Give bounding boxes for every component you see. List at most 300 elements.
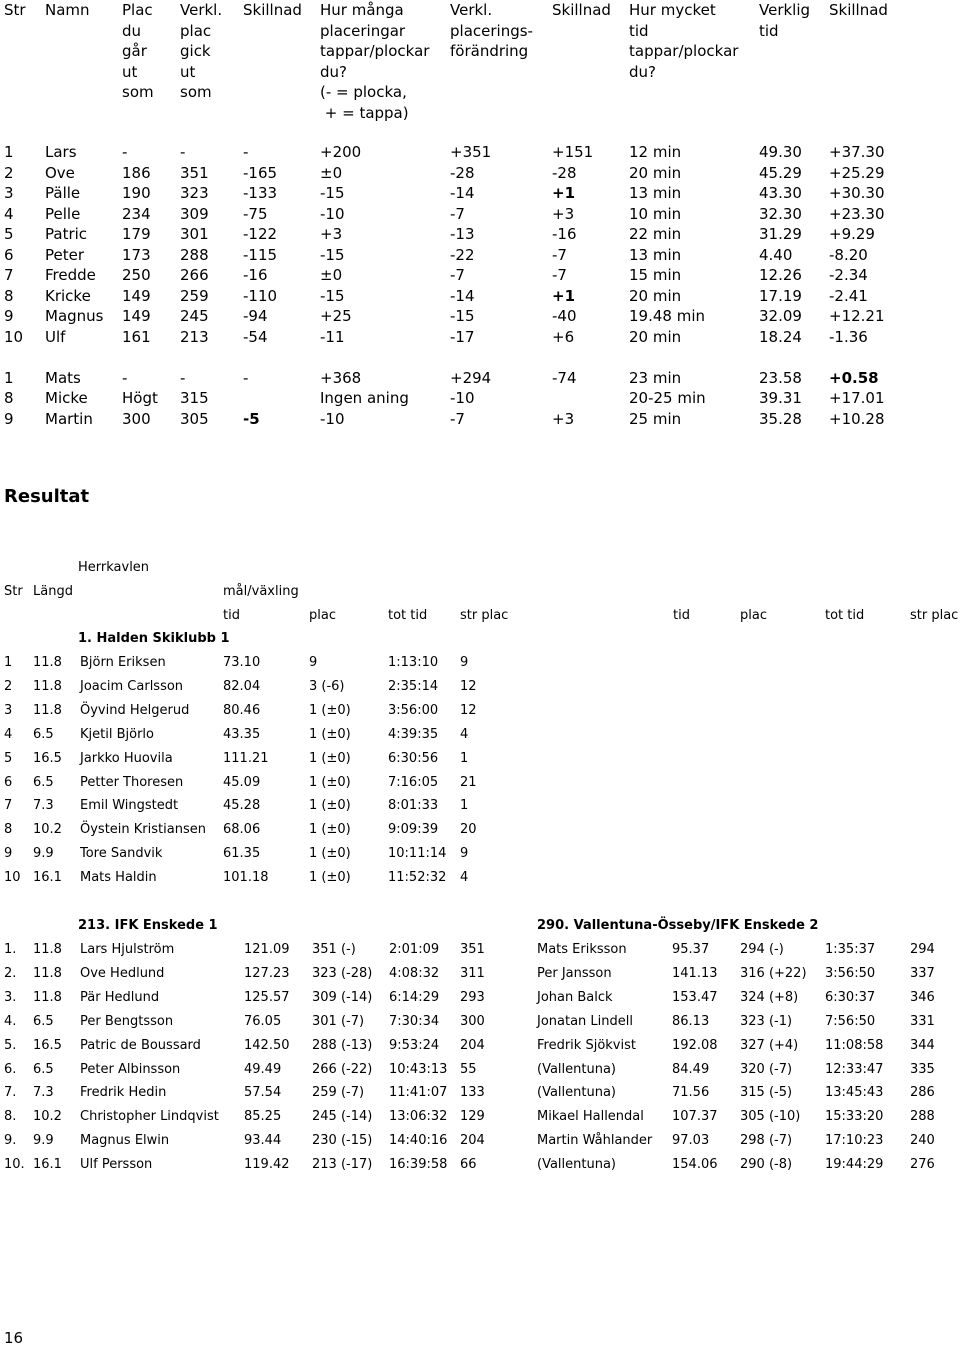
prediction-cell: -13 xyxy=(450,225,475,243)
team-1-cell: 16.5 xyxy=(33,750,62,766)
team-1-cell: 1 xyxy=(460,750,469,766)
prediction-cell: 250 xyxy=(122,266,151,284)
team-213-cell: Christopher Lindqvist xyxy=(80,1109,219,1125)
prediction-cell: ±0 xyxy=(320,266,343,284)
prediction-cell: Martin xyxy=(45,410,93,428)
prediction-cell: Ingen aning xyxy=(320,389,409,407)
prediction-header-cell: Skillnad xyxy=(243,1,302,19)
column-header-length: Längd xyxy=(33,584,73,599)
team-1-cell: 4 xyxy=(4,726,13,742)
team-1-cell: 11:52:32 xyxy=(388,870,447,886)
prediction-header-cell: går xyxy=(122,42,147,60)
prediction-cell: +1 xyxy=(552,184,576,202)
prediction-cell: 4 xyxy=(4,205,14,223)
prediction-cell: 18.24 xyxy=(759,328,802,346)
prediction-header-cell: (- = plocka, xyxy=(320,83,407,101)
prediction-cell: 1 xyxy=(4,369,14,387)
team-1-cell: Öyvind Helgerud xyxy=(80,702,190,718)
prediction-cell: -40 xyxy=(552,307,577,325)
prediction-header-cell: förändring xyxy=(450,42,529,60)
team-213-cell: 288 (-13) xyxy=(312,1037,373,1053)
team-213-cell: 10.2 xyxy=(33,1109,62,1125)
team-213-cell: 133 xyxy=(460,1085,485,1101)
team-290-cell: 7:56:50 xyxy=(825,1013,876,1029)
prediction-header-cell: Skillnad xyxy=(552,1,611,19)
team-1-cell: Mats Haldin xyxy=(80,870,157,886)
prediction-cell: +200 xyxy=(320,143,362,161)
prediction-cell: 45.29 xyxy=(759,164,802,182)
team-1-cell: 12 xyxy=(460,702,477,718)
prediction-cell: - xyxy=(243,369,249,387)
result-subheader: tid xyxy=(673,608,690,623)
prediction-cell: 39.31 xyxy=(759,389,802,407)
team-1-cell: 7 xyxy=(4,798,13,814)
team-1-cell: 7:16:05 xyxy=(388,774,439,790)
team-290-cell: 192.08 xyxy=(672,1037,718,1053)
team-1-cell: 3 (-6) xyxy=(309,678,345,694)
team-1-cell: 73.10 xyxy=(223,655,261,670)
prediction-cell: -14 xyxy=(450,184,475,202)
prediction-cell: -22 xyxy=(450,246,475,264)
prediction-cell: +3 xyxy=(552,410,575,428)
result-subheader: plac xyxy=(740,608,767,623)
team-1-cell: 1 (±0) xyxy=(309,870,351,886)
prediction-cell: -16 xyxy=(243,266,268,284)
team-213-cell: 13:06:32 xyxy=(389,1109,448,1125)
result-subheader: plac xyxy=(309,608,336,623)
team-1-cell: 9 xyxy=(460,846,469,862)
team-213-cell: Peter Albinsson xyxy=(80,1061,181,1077)
team-1-cell: Joacim Carlsson xyxy=(80,678,184,694)
prediction-cell: Ove xyxy=(45,164,75,182)
team-290-cell: 320 (-7) xyxy=(740,1061,793,1077)
team-290-cell: 305 (-10) xyxy=(740,1109,801,1125)
prediction-cell: ±0 xyxy=(320,164,343,182)
team-290-cell: 15:33:20 xyxy=(825,1109,884,1125)
team-213-cell: 57.54 xyxy=(244,1085,282,1101)
prediction-cell: -15 xyxy=(320,246,345,264)
prediction-cell: 3 xyxy=(4,184,14,202)
prediction-header-cell: + = tappa) xyxy=(320,103,409,122)
prediction-cell: - xyxy=(180,143,186,161)
team-213-cell: 8. xyxy=(4,1109,17,1125)
team-213-cell: 16:39:58 xyxy=(389,1157,448,1173)
team-1-cell: 101.18 xyxy=(223,870,269,886)
prediction-cell: 300 xyxy=(122,410,151,428)
team-213-cell: Ulf Persson xyxy=(80,1157,153,1173)
team-1-cell: 2:35:14 xyxy=(388,678,439,694)
team-213-cell: 309 (-14) xyxy=(312,989,373,1005)
team-1-cell: 1 xyxy=(460,798,469,814)
team-1-cell: 45.09 xyxy=(223,774,261,790)
team-290-cell: Per Jansson xyxy=(537,965,612,981)
prediction-cell: 22 min xyxy=(629,225,682,243)
prediction-cell: -16 xyxy=(552,225,577,243)
prediction-header-cell: tid xyxy=(629,21,649,40)
team-290-cell: 337 xyxy=(910,965,935,981)
team-213-cell: 230 (-15) xyxy=(312,1133,373,1149)
team-1-cell: 9.9 xyxy=(33,846,54,862)
team-290-cell: Mikael Hallendal xyxy=(537,1109,644,1125)
team-1-cell: 82.04 xyxy=(223,678,261,694)
prediction-cell: 13 min xyxy=(629,246,682,264)
prediction-cell: +351 xyxy=(450,143,492,161)
team-1-cell: 6.5 xyxy=(33,774,54,790)
team-213-cell: Ove Hedlund xyxy=(80,965,165,981)
prediction-header-cell: tappar/plockar xyxy=(629,42,739,60)
team-1-cell: 11.8 xyxy=(33,702,62,718)
prediction-cell: -15 xyxy=(320,184,345,202)
result-subheader: str plac xyxy=(910,608,959,623)
prediction-cell: -75 xyxy=(243,205,268,223)
team-1-cell: 6.5 xyxy=(33,726,54,742)
prediction-cell: 20 min xyxy=(629,328,682,346)
team-1-cell: Björn Eriksen xyxy=(80,655,166,670)
prediction-cell: 186 xyxy=(122,164,151,182)
team-290-cell: 153.47 xyxy=(672,989,718,1005)
team-213-cell: 351 xyxy=(460,942,485,957)
prediction-cell: -122 xyxy=(243,225,278,243)
prediction-cell: -10 xyxy=(320,205,345,223)
prediction-cell: - xyxy=(243,143,249,161)
prediction-header-cell: Namn xyxy=(45,1,90,19)
team-1-cell: 1:13:10 xyxy=(388,655,439,670)
prediction-cell: 149 xyxy=(122,307,151,325)
team-290-cell: 11:08:58 xyxy=(825,1037,884,1053)
team-213-cell: 55 xyxy=(460,1061,477,1077)
prediction-cell: - xyxy=(122,369,128,387)
prediction-header-cell: ut xyxy=(122,62,138,81)
team-213-cell: 204 xyxy=(460,1133,485,1149)
team-290-cell: 12:33:47 xyxy=(825,1061,884,1077)
team-290-cell: 276 xyxy=(910,1157,935,1173)
team-1-cell: 1 xyxy=(4,655,13,670)
prediction-cell: -165 xyxy=(243,164,278,182)
prediction-cell: 315 xyxy=(180,389,209,407)
prediction-cell: +30.30 xyxy=(829,184,885,202)
team-213-cell: 266 (-22) xyxy=(312,1061,373,1077)
prediction-cell: 2 xyxy=(4,164,14,182)
team-290-cell: (Vallentuna) xyxy=(537,1085,616,1101)
prediction-header-cell: placerings- xyxy=(450,21,533,40)
prediction-cell: -5 xyxy=(243,410,260,428)
team-213-cell: 11.8 xyxy=(33,965,62,981)
team-290-cell: Fredrik Sjökvist xyxy=(537,1037,636,1053)
team-213-cell: 7. xyxy=(4,1085,17,1101)
prediction-cell: 23.58 xyxy=(759,369,802,387)
team-213-title: 213. IFK Enskede 1 xyxy=(78,918,218,933)
team-213-cell: 2:01:09 xyxy=(389,942,440,957)
team-1-cell: 9 xyxy=(4,846,13,862)
team-290-cell: 6:30:37 xyxy=(825,989,876,1005)
prediction-cell: 245 xyxy=(180,307,209,325)
prediction-header-cell: gick xyxy=(180,42,211,60)
team-213-cell: Per Bengtsson xyxy=(80,1013,174,1029)
team-1-cell: 6 xyxy=(4,774,13,790)
prediction-cell: +1 xyxy=(552,287,576,305)
prediction-cell: 32.09 xyxy=(759,307,802,325)
team-1-cell: 1 (±0) xyxy=(309,750,351,766)
team-1-cell: 4 xyxy=(460,870,469,886)
prediction-header-cell: tappar/plockar xyxy=(320,42,430,60)
team-213-cell: 66 xyxy=(460,1157,477,1173)
team-1-cell: Tore Sandvik xyxy=(80,846,163,862)
prediction-cell: 12 min xyxy=(629,143,682,161)
prediction-header-cell: placeringar xyxy=(320,21,406,40)
prediction-cell: -94 xyxy=(243,307,268,325)
prediction-cell: 10 xyxy=(4,328,24,346)
team-213-cell: 129 xyxy=(460,1109,485,1125)
prediction-cell: 7 xyxy=(4,266,14,284)
team-213-cell: 311 xyxy=(460,965,485,981)
prediction-cell: 15 min xyxy=(629,266,682,284)
prediction-cell: 301 xyxy=(180,225,209,243)
team-213-cell: 127.23 xyxy=(244,965,290,981)
prediction-cell: - xyxy=(180,369,186,387)
team-290-cell: 288 xyxy=(910,1109,935,1125)
prediction-cell: +37.30 xyxy=(829,143,885,161)
prediction-cell: 9 xyxy=(4,307,14,325)
prediction-header-cell: Hur mycket xyxy=(629,1,716,19)
team-290-cell: 335 xyxy=(910,1061,935,1077)
team-213-cell: 293 xyxy=(460,989,485,1005)
prediction-cell: 49.30 xyxy=(759,143,802,161)
prediction-cell: +10.28 xyxy=(829,410,885,428)
team-290-cell: 331 xyxy=(910,1013,935,1029)
team-1-cell: 4 xyxy=(460,726,469,742)
prediction-cell: -7 xyxy=(450,266,465,284)
prediction-cell: 309 xyxy=(180,205,209,223)
prediction-cell: 6 xyxy=(4,246,14,264)
prediction-cell: 23 min xyxy=(629,369,682,387)
prediction-cell: +25 xyxy=(320,307,352,325)
prediction-cell: Peter xyxy=(45,246,85,264)
prediction-cell: +0.58 xyxy=(829,369,879,387)
team-1-cell: 8 xyxy=(4,822,13,838)
prediction-header-cell: du xyxy=(122,21,142,40)
team-213-cell: 6:14:29 xyxy=(389,989,440,1005)
prediction-cell: +151 xyxy=(552,143,594,161)
team-290-cell: 13:45:43 xyxy=(825,1085,884,1101)
prediction-cell: 17.19 xyxy=(759,287,802,305)
team-290-cell: 95.37 xyxy=(672,942,710,957)
team-290-cell: 141.13 xyxy=(672,965,718,981)
team-1-cell: Emil Wingstedt xyxy=(80,798,179,814)
prediction-cell: -1.36 xyxy=(829,328,868,346)
prediction-header-cell: tid xyxy=(759,21,779,40)
prediction-cell: -133 xyxy=(243,184,278,202)
prediction-header-cell: som xyxy=(180,83,212,101)
team-1-cell: 1 (±0) xyxy=(309,726,351,742)
team-213-cell: 1. xyxy=(4,942,17,957)
prediction-cell: 32.30 xyxy=(759,205,802,223)
team-1-cell: 9 xyxy=(460,655,469,670)
team-213-cell: 204 xyxy=(460,1037,485,1053)
prediction-cell: 8 xyxy=(4,287,14,305)
team-213-cell: 2. xyxy=(4,965,17,981)
prediction-cell: Ulf xyxy=(45,328,66,346)
team-213-cell: 6. xyxy=(4,1061,17,1077)
team-213-cell: 121.09 xyxy=(244,942,290,957)
team-290-cell: 324 (+8) xyxy=(740,989,799,1005)
team-290-cell: (Vallentuna) xyxy=(537,1061,616,1077)
team-1-cell: 1 (±0) xyxy=(309,774,351,790)
prediction-cell: 25 min xyxy=(629,410,682,428)
prediction-cell: - xyxy=(122,143,128,161)
team-290-cell: 346 xyxy=(910,989,935,1005)
column-header-exchange: mål/växling xyxy=(223,584,299,599)
prediction-cell: 20 min xyxy=(629,164,682,182)
page-number: 16 xyxy=(4,1329,24,1347)
prediction-cell: -8.20 xyxy=(829,246,868,264)
team-290-cell: 323 (-1) xyxy=(740,1013,793,1029)
prediction-cell: Högt xyxy=(122,389,158,407)
team-1-cell: 11.8 xyxy=(33,678,62,694)
team-1-cell: Kjetil Björlo xyxy=(80,726,154,742)
team-213-cell: 9:53:24 xyxy=(389,1037,440,1053)
prediction-cell: -2.34 xyxy=(829,266,868,284)
team-213-cell: Pär Hedlund xyxy=(80,989,160,1005)
team-290-cell: 17:10:23 xyxy=(825,1133,884,1149)
team-290-cell: 84.49 xyxy=(672,1061,710,1077)
team-1-cell: 2 xyxy=(4,678,13,694)
team-213-cell: 301 (-7) xyxy=(312,1013,365,1029)
results-heading: Resultat xyxy=(4,486,90,507)
team-213-cell: 300 xyxy=(460,1013,485,1029)
prediction-cell: -110 xyxy=(243,287,278,305)
prediction-cell: -28 xyxy=(450,164,475,182)
prediction-cell: Micke xyxy=(45,389,88,407)
prediction-cell: 4.40 xyxy=(759,246,793,264)
prediction-cell: 179 xyxy=(122,225,151,243)
prediction-cell: 8 xyxy=(4,389,14,407)
prediction-cell: -10 xyxy=(320,410,345,428)
team-213-cell: Magnus Elwin xyxy=(80,1133,170,1149)
column-header-str: Str xyxy=(4,584,23,599)
team-1-cell: 3:56:00 xyxy=(388,702,439,718)
team-1-cell: 45.28 xyxy=(223,798,261,814)
prediction-header-cell: Skillnad xyxy=(829,1,888,19)
team-290-title: 290. Vallentuna-Össeby/IFK Enskede 2 xyxy=(537,918,819,933)
team-213-cell: Lars Hjulström xyxy=(80,942,175,957)
team-1-cell: 10.2 xyxy=(33,822,62,838)
prediction-cell: -10 xyxy=(450,389,475,407)
team-213-cell: 16.5 xyxy=(33,1037,62,1053)
prediction-cell: 1 xyxy=(4,143,14,161)
team-213-cell: 9.9 xyxy=(33,1133,54,1149)
prediction-cell: -7 xyxy=(552,246,567,264)
team-213-cell: 4. xyxy=(4,1013,17,1029)
prediction-cell: 20-25 min xyxy=(629,389,706,407)
prediction-cell: +368 xyxy=(320,369,362,387)
prediction-cell: 35.28 xyxy=(759,410,802,428)
team-213-cell: 213 (-17) xyxy=(312,1157,373,1173)
relay-category-label: Herrkavlen xyxy=(78,560,150,575)
prediction-header-cell: Plac xyxy=(122,1,153,19)
prediction-cell: +3 xyxy=(320,225,343,243)
prediction-cell: 161 xyxy=(122,328,151,346)
prediction-cell: +9.29 xyxy=(829,225,875,243)
team-290-cell: 315 (-5) xyxy=(740,1085,793,1101)
team-213-cell: 16.1 xyxy=(33,1157,62,1173)
prediction-cell: 5 xyxy=(4,225,14,243)
prediction-cell: -7 xyxy=(450,410,465,428)
team-1-cell: 9:09:39 xyxy=(388,822,439,838)
team-1-cell: 7.3 xyxy=(33,798,54,814)
team-213-cell: 351 (-) xyxy=(312,942,356,957)
team-213-cell: 4:08:32 xyxy=(389,965,440,981)
team-213-cell: 119.42 xyxy=(244,1157,290,1173)
team-290-cell: 294 (-) xyxy=(740,942,784,957)
prediction-cell: 12.26 xyxy=(759,266,802,284)
result-subheader: tid xyxy=(223,608,240,623)
team-213-cell: Patric de Boussard xyxy=(80,1037,201,1053)
prediction-cell: 13 min xyxy=(629,184,682,202)
team-1-cell: Jarkko Huovila xyxy=(80,750,173,766)
team-1-cell: 20 xyxy=(460,822,477,838)
prediction-cell: -11 xyxy=(320,328,345,346)
prediction-cell: 9 xyxy=(4,410,14,428)
team-290-cell: 107.37 xyxy=(672,1109,718,1125)
team-290-cell: 290 (-8) xyxy=(740,1157,793,1173)
team-1-cell: 1 (±0) xyxy=(309,798,351,814)
team-1-cell: 1 (±0) xyxy=(309,702,351,718)
prediction-cell: Lars xyxy=(45,143,77,161)
team-290-cell: Johan Balck xyxy=(537,989,613,1005)
prediction-cell: 20 min xyxy=(629,287,682,305)
team-1-cell: 5 xyxy=(4,750,13,766)
prediction-cell: +3 xyxy=(552,205,575,223)
prediction-header-cell: Verkl. xyxy=(450,1,493,19)
prediction-header-cell: du? xyxy=(629,62,656,81)
prediction-header-cell: plac xyxy=(180,21,212,40)
team-213-cell: Fredrik Hedin xyxy=(80,1085,167,1101)
team-290-cell: 154.06 xyxy=(672,1157,718,1173)
team-213-cell: 14:40:16 xyxy=(389,1133,448,1149)
team-1-cell: 10 xyxy=(4,870,21,886)
prediction-cell: -17 xyxy=(450,328,475,346)
team-213-cell: 323 (-28) xyxy=(312,965,373,981)
prediction-cell: 19.48 min xyxy=(629,307,705,325)
prediction-cell: -2.41 xyxy=(829,287,868,305)
team-213-cell: 11.8 xyxy=(33,942,62,957)
prediction-cell: -54 xyxy=(243,328,268,346)
prediction-cell: +12.21 xyxy=(829,307,885,325)
team-213-cell: 245 (-14) xyxy=(312,1109,373,1125)
team-290-cell: 240 xyxy=(910,1133,935,1149)
team-1-cell: 68.06 xyxy=(223,822,261,838)
team-290-cell: 86.13 xyxy=(672,1013,710,1029)
team-213-cell: 3. xyxy=(4,989,17,1005)
prediction-cell: 149 xyxy=(122,287,151,305)
team-1-cell: 4:39:35 xyxy=(388,726,439,742)
team-213-cell: 76.05 xyxy=(244,1013,282,1029)
team-213-cell: 7.3 xyxy=(33,1085,54,1101)
team-1-cell: 80.46 xyxy=(223,702,261,718)
team-213-cell: 142.50 xyxy=(244,1037,290,1053)
team-1-title: 1. Halden Skiklubb 1 xyxy=(78,631,230,646)
team-1-cell: 111.21 xyxy=(223,750,269,766)
prediction-header-cell: Verkl. xyxy=(180,1,223,19)
team-1-cell: 16.1 xyxy=(33,870,62,886)
team-213-cell: 10. xyxy=(4,1157,25,1173)
team-1-cell: 12 xyxy=(460,678,477,694)
team-290-cell: 71.56 xyxy=(672,1085,710,1101)
prediction-cell: -15 xyxy=(450,307,475,325)
result-subheader: tot tid xyxy=(825,608,865,623)
prediction-cell: -28 xyxy=(552,164,577,182)
team-213-cell: 93.44 xyxy=(244,1133,282,1149)
